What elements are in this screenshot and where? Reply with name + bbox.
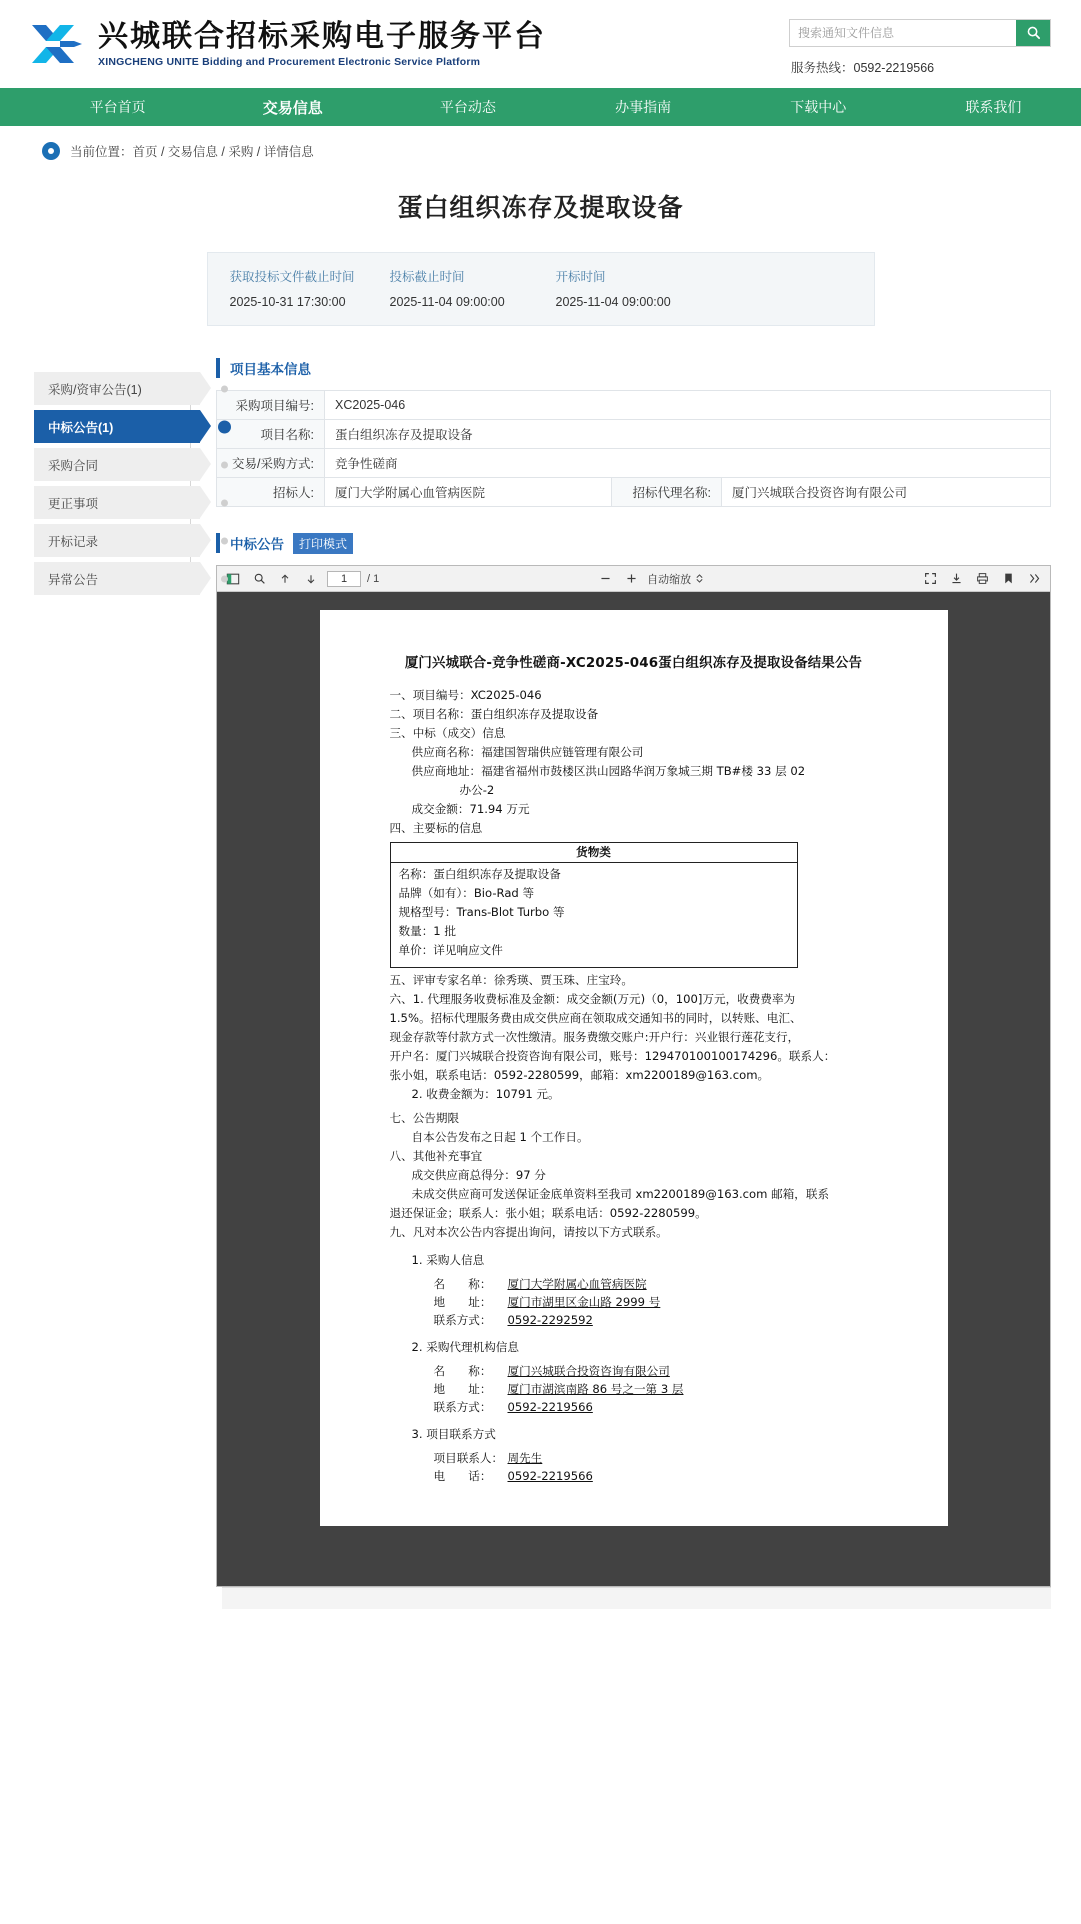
sidebar-steps (34, 372, 200, 595)
date-value: 2025-10-31 17:30:00 (229, 295, 346, 309)
zoom-out-button[interactable] (595, 569, 615, 589)
sidebar-item-label: 采购合同 (48, 458, 99, 473)
service-hotline: 服务热线：0592-2219566 (791, 60, 935, 75)
contact-row (368, 1468, 900, 1486)
contact-row (368, 1294, 900, 1312)
doc-line: 四、主要标的信息 (389, 820, 483, 835)
sidebar-item-award-notice[interactable] (34, 410, 200, 443)
page-footer-strip (222, 1587, 1051, 1609)
previous-page-icon[interactable] (275, 569, 295, 589)
presentation-mode-icon[interactable] (920, 569, 940, 589)
chevron-updown-icon (695, 573, 704, 584)
table-row (217, 478, 1051, 507)
contact-row (368, 1450, 900, 1468)
doc-line: 成交供应商总得分：97 分 (411, 1168, 546, 1183)
page-number-input[interactable]: 1 (327, 571, 361, 587)
doc-line: 开户名：厦门兴城联合投资咨询有限公司，账号：129470100100174296。联系人： (389, 1049, 836, 1064)
contact-heading: 1. 采购人信息 (411, 1252, 485, 1267)
row-value-bidder: 厦门大学附属心血管病医院 (325, 478, 612, 507)
step-dot-icon (221, 575, 228, 582)
doc-line: 2. 收费金额为：10791 元。 (411, 1087, 560, 1102)
sidebar (34, 358, 200, 1587)
doc-line: 办公-2 (459, 782, 495, 797)
goods-row: 名称：蛋白组织冻存及提取设备 (398, 867, 561, 882)
page-title: 蛋白组织冻存及提取设备 (397, 194, 684, 222)
doc-line: 自本公告发布之日起 1 个工作日。 (411, 1130, 589, 1145)
section-title: 中标公告 (230, 537, 284, 552)
contact-key: 联系方式： (433, 1312, 492, 1327)
contact-row (368, 1312, 900, 1330)
more-tools-icon[interactable] (1024, 569, 1044, 589)
bookmark-icon[interactable] (998, 569, 1018, 589)
nav-item-home[interactable]: 平台首页 (89, 99, 146, 115)
table-row (217, 391, 1051, 420)
contact-key: 地 址： (433, 1381, 492, 1396)
contact-value: 0592-2292592 (507, 1312, 593, 1327)
sidebar-item-label: 更正事项 (48, 496, 99, 511)
zoom-level-label: 自动缩放 (647, 573, 692, 586)
next-page-icon[interactable] (301, 569, 321, 589)
main-nav (0, 88, 1081, 126)
goods-table-body (391, 863, 797, 967)
pdf-viewer (216, 565, 1051, 1587)
section-header-basic-info (216, 358, 1051, 378)
sidebar-item-opening-record[interactable] (34, 524, 200, 557)
contact-heading: 2. 采购代理机构信息 (411, 1339, 519, 1354)
row-value: 竞争性磋商 (325, 449, 1051, 478)
contact-key: 名 称： (433, 1276, 492, 1291)
step-dot-icon (221, 385, 228, 392)
table-row (217, 420, 1051, 449)
sidebar-item-contract[interactable] (34, 448, 200, 481)
goods-row: 单价：详见响应文件 (398, 943, 503, 958)
contact-key: 电 话： (433, 1468, 492, 1483)
logo-text (98, 20, 546, 69)
date-label: 投标截止时间 (389, 270, 465, 284)
doc-line: 七、公告期限 (389, 1111, 460, 1126)
nav-item-platform-news[interactable]: 平台动态 (439, 99, 496, 115)
breadcrumb (0, 126, 1081, 160)
sidebar-item-label: 异常公告 (48, 572, 99, 587)
doc-line: 张小姐，联系电话：0592-2280599，邮箱：xm2200189@163.com。 (389, 1068, 770, 1083)
step-dot-icon (221, 537, 228, 544)
goods-row: 规格型号：Trans-Blot Turbo 等 (398, 905, 565, 920)
date-value: 2025-11-04 09:00:00 (555, 295, 671, 309)
contact-value: 0592-2219566 (507, 1468, 593, 1483)
key-dates-bar (207, 252, 875, 326)
row-label: 项目名称: (217, 420, 325, 449)
sidebar-item-corrections[interactable] (34, 486, 200, 519)
goods-row: 品牌（如有）：Bio-Rad 等 (398, 886, 535, 901)
contact-key: 地 址： (433, 1294, 492, 1309)
doc-line: 九、凡对本次公告内容提出询问，请按以下方式联系。 (389, 1224, 668, 1239)
find-icon[interactable] (249, 569, 269, 589)
search-box[interactable] (789, 19, 1051, 47)
nav-item-contact[interactable]: 联系我们 (965, 99, 1022, 115)
search-icon (1026, 25, 1041, 40)
pdf-page-area[interactable] (217, 592, 1050, 1586)
contact-value: 0592-2219566 (507, 1399, 593, 1414)
contact-value: 周先生 (507, 1450, 543, 1465)
sidebar-item-abnormal-notice[interactable] (34, 562, 200, 595)
date-label: 获取投标文件截止时间 (229, 270, 355, 284)
location-pin-icon (42, 142, 60, 160)
doc-line: 退还保证金；联系人：张小姐；联系电话：0592-2280599。 (389, 1205, 707, 1220)
doc-line: 二、项目名称：蛋白组织冻存及提取设备 (389, 706, 599, 721)
contact-value: 厦门大学附属心血管病医院 (507, 1276, 647, 1291)
date-label: 开标时间 (555, 270, 606, 284)
header-right (789, 13, 1051, 76)
row-label: 交易/采购方式: (217, 449, 325, 478)
row-value: XC2025-046 (325, 391, 1051, 420)
nav-item-trade-info[interactable]: 交易信息 (262, 99, 323, 117)
sidebar-item-purchase-notice[interactable] (34, 372, 200, 405)
section-header-announcement (216, 533, 1051, 553)
doc-line: 成交金额：71.94 万元 (411, 801, 530, 816)
date-cell-opening-time (534, 267, 700, 309)
goods-table-header: 货物类 (391, 843, 797, 864)
contact-value: 厦门兴城联合投资咨询有限公司 (507, 1363, 670, 1378)
step-dot-icon (221, 461, 228, 468)
row-label-agent: 招标代理名称: (612, 478, 722, 507)
sidebar-item-label: 中标公告(1) (48, 420, 114, 435)
contact-key: 联系方式： (433, 1399, 492, 1414)
doc-line: 六、1. 代理服务收费标准及金额：成交金额(万元)（0，100]万元，收费费率为 (389, 992, 796, 1007)
sidebar-item-label: 采购/资审公告(1) (48, 382, 142, 397)
contact-value: 厦门市湖滨南路 86 号之一第 3 层 (507, 1381, 684, 1396)
row-value: 蛋白组织冻存及提取设备 (325, 420, 1051, 449)
doc-line: 未成交供应商可发送保证金底单资料至我司 xm2200189@163.com 邮箱，联系 (411, 1186, 830, 1201)
nav-item-downloads[interactable]: 下载中心 (790, 99, 847, 115)
doc-line: 一、项目编号：XC2025-046 (389, 687, 542, 702)
logo-title-cn: 兴城联合招标采购电子服务平台 (98, 18, 546, 54)
logo-title-en: XINGCHENG UNITE Bidding and Procurement Electronic Service Platform (98, 56, 481, 69)
print-icon[interactable] (972, 569, 992, 589)
doc-line: 八、其他补充事宜 (389, 1149, 483, 1164)
contact-row (368, 1363, 900, 1381)
contact-heading: 3. 项目联系方式 (411, 1426, 496, 1441)
doc-line: 供应商名称：福建国智瑞供应链管理有限公司 (411, 744, 644, 759)
logo-icon (30, 19, 88, 69)
contact-key: 项目联系人： (433, 1450, 504, 1465)
zoom-select[interactable] (647, 571, 704, 587)
doc-line: 五、评审专家名单：徐秀瑛、贾玉珠、庄宝玲。 (389, 973, 633, 988)
site-header (0, 0, 1081, 88)
page-total-label: / 1 (367, 572, 380, 585)
breadcrumb-text[interactable]: 当前位置：首页 / 交易信息 / 采购 / 详情信息 (70, 145, 314, 159)
contact-key: 名 称： (433, 1363, 492, 1378)
date-value: 2025-11-04 09:00:00 (389, 295, 505, 309)
document-title: 厦门兴城联合-竞争性磋商-XC2025-046蛋白组织冻存及提取设备结果公告 (404, 656, 863, 671)
pdf-page (320, 610, 948, 1526)
row-value-agent: 厦门兴城联合投资咨询有限公司 (722, 478, 1051, 507)
doc-line: 1.5%。招标代理服务费由成交供应商在领取成交通知书的同时，以转账、电汇、 (389, 1011, 802, 1026)
row-label-bidder: 招标人: (217, 478, 325, 507)
contact-row (368, 1276, 900, 1294)
content-area (0, 358, 1081, 1587)
date-cell-bid-deadline (368, 267, 534, 309)
doc-line: 现金存款等付款方式一次性缴清。服务费缴交账户:开户行：兴业银行莲花支行， (389, 1030, 800, 1045)
download-icon[interactable] (946, 569, 966, 589)
step-dot-icon (218, 420, 231, 433)
goods-table (390, 842, 798, 969)
contact-value: 厦门市湖里区金山路 2999 号 (507, 1294, 661, 1309)
row-label: 采购项目编号: (217, 391, 325, 420)
table-row (217, 449, 1051, 478)
step-dot-icon (221, 499, 228, 506)
pdf-toolbar (217, 566, 1050, 592)
main-column (200, 358, 1051, 1587)
date-cell-document-deadline (208, 267, 368, 309)
doc-line: 三、中标（成交）信息 (389, 725, 506, 740)
print-mode-button[interactable]: 打印模式 (293, 533, 353, 554)
basic-info-table (216, 390, 1051, 507)
contact-row (368, 1381, 900, 1399)
goods-row: 数量：1 批 (398, 924, 456, 939)
nav-item-guide[interactable]: 办事指南 (615, 99, 672, 115)
contact-row (368, 1399, 900, 1417)
zoom-in-button[interactable] (621, 569, 641, 589)
search-input[interactable] (790, 20, 1016, 46)
doc-line: 供应商地址：福建省福州市鼓楼区洪山园路华润万象城三期 TB#楼 33 层 02 (411, 763, 806, 778)
section-title: 项目基本信息 (230, 362, 311, 377)
search-button[interactable] (1016, 20, 1050, 46)
sidebar-item-label: 开标记录 (48, 534, 99, 549)
